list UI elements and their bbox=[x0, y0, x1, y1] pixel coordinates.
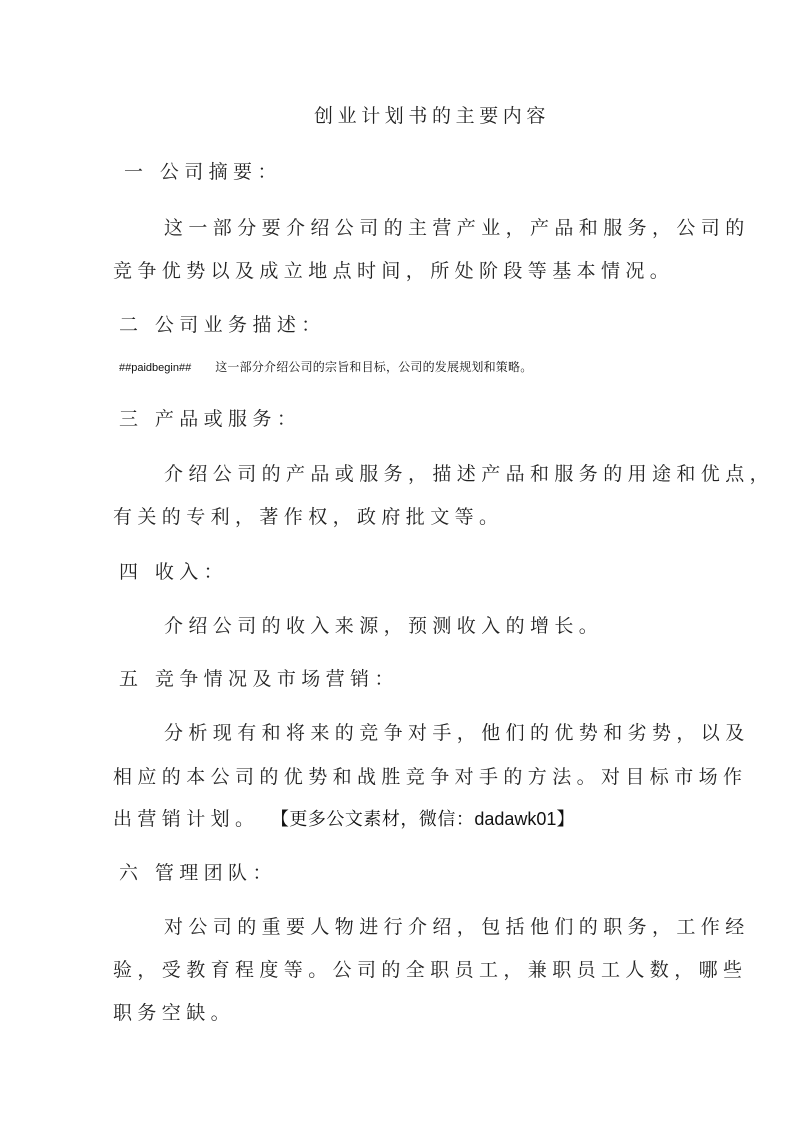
paragraph-line: 相应的本公司的优势和战胜竞争对手的方法。对目标市场作 bbox=[113, 766, 748, 788]
promo-note-text: 【更多公文素材，微信： bbox=[270, 809, 475, 830]
business-description-text: 这一部分介绍公司的宗旨和目标，公司的发展规划和策略。 bbox=[215, 360, 533, 374]
paragraph-line: 分析现有和将来的竞争对手，他们的优势和劣势，以及 bbox=[164, 722, 750, 744]
paid-marker-line bbox=[119, 360, 532, 375]
section-heading-summary: 一 公司摘要： bbox=[124, 161, 282, 183]
paragraph-line-with-note bbox=[113, 807, 575, 832]
paid-begin-marker: ##paidbegin## bbox=[119, 362, 192, 374]
paragraph-line: 验，受教育程度等。公司的全职员工，兼职员工人数，哪些 bbox=[113, 959, 748, 981]
paragraph-line: 竞争优势以及成立地点时间，所处阶段等基本情况。 bbox=[113, 260, 675, 282]
promo-note-id: dadawk01 bbox=[474, 809, 557, 829]
paragraph-line: 这一部分要介绍公司的主营产业，产品和服务，公司的 bbox=[164, 217, 750, 239]
section-heading-competition: 五 竞争情况及市场营销： bbox=[119, 668, 399, 690]
paragraph-text: 出营销计划。 bbox=[113, 808, 260, 830]
paragraph-line: 对公司的重要人物进行介绍，包括他们的职务，工作经 bbox=[164, 916, 750, 938]
paragraph-line: 职务空缺。 bbox=[113, 1002, 236, 1024]
section-heading-team: 六 管理团队： bbox=[119, 862, 277, 884]
paragraph-line: 介绍公司的收入来源，预测收入的增长。 bbox=[164, 615, 604, 637]
section-heading-products: 三 产品或服务： bbox=[119, 408, 302, 430]
paragraph-line: 有关的专利，著作权，政府批文等。 bbox=[113, 506, 504, 528]
section-heading-revenue: 四 收入： bbox=[119, 561, 229, 583]
promo-note bbox=[271, 809, 575, 830]
section-heading-business: 二 公司业务描述： bbox=[119, 314, 326, 336]
page-title: 创业计划书的主要内容 bbox=[314, 105, 551, 127]
paragraph-line: 介绍公司的产品或服务，描述产品和服务的用途和优点， bbox=[164, 463, 775, 485]
promo-note-end: 】 bbox=[556, 809, 575, 830]
